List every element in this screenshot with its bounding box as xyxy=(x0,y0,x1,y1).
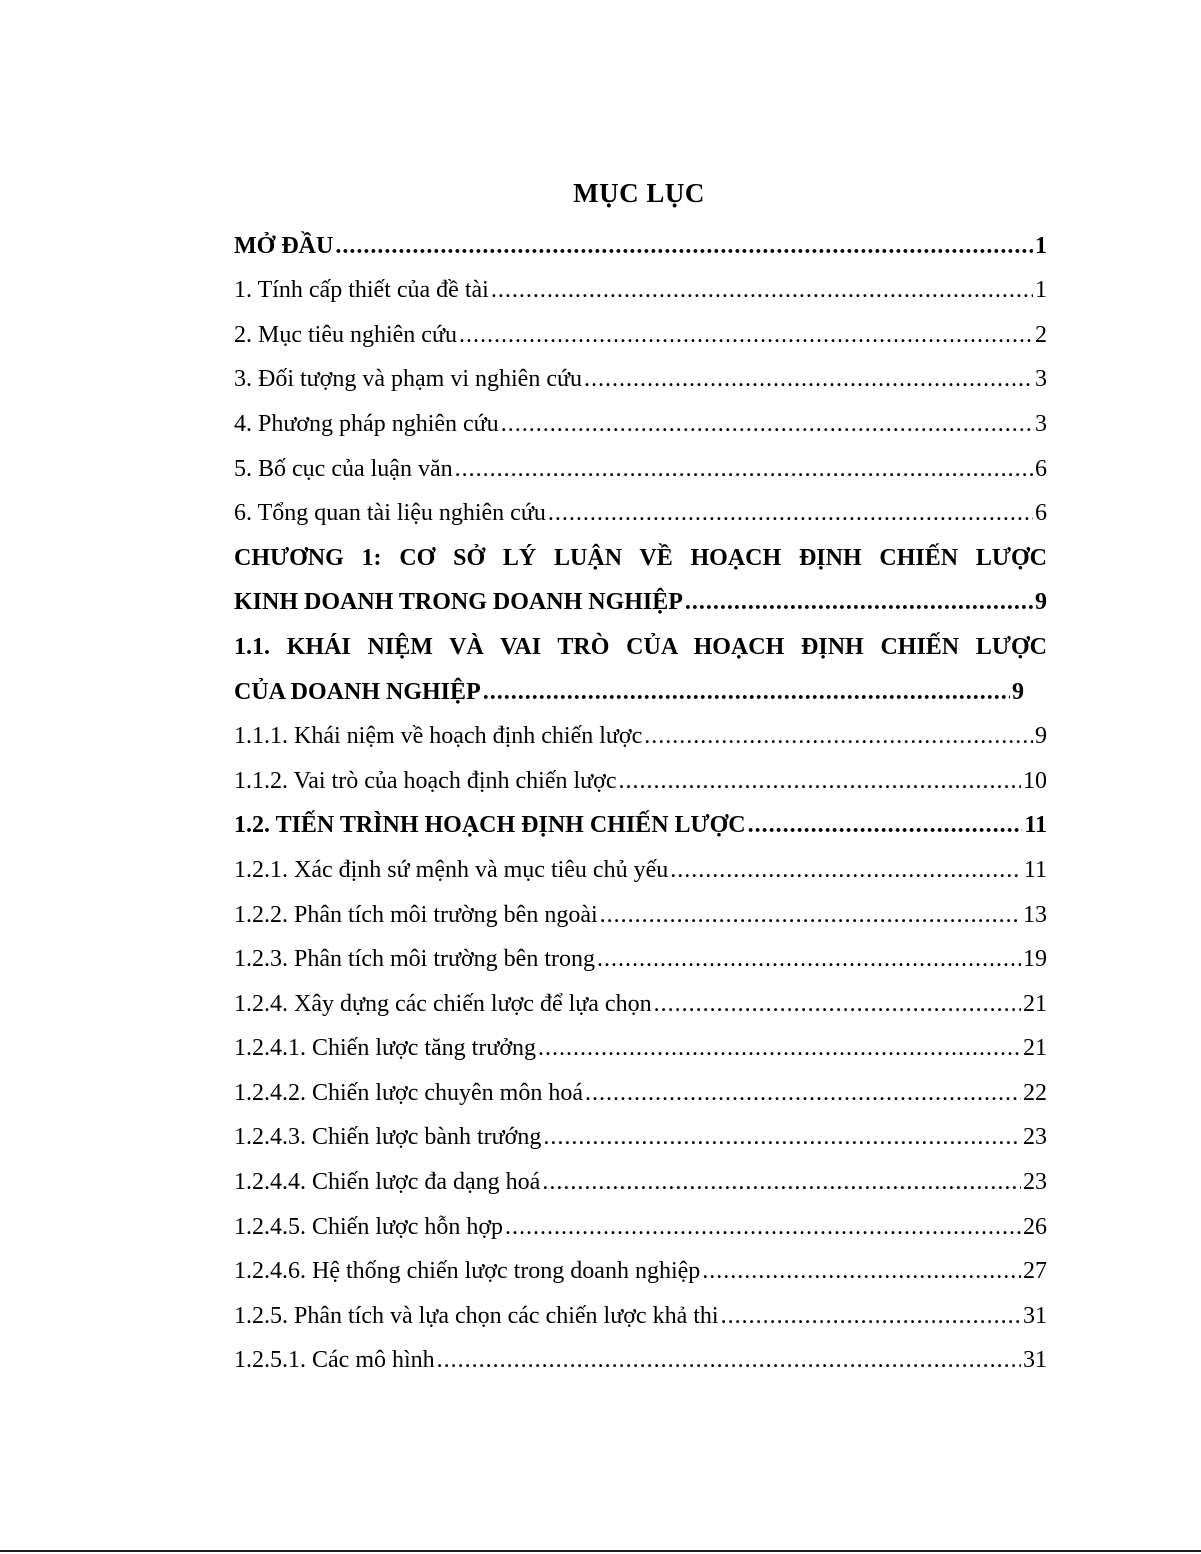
toc-dot-leader xyxy=(455,454,1033,484)
toc-page-number: 31 xyxy=(1023,1302,1047,1329)
toc-entry-label: 1.2.4.3. Chiến lược bành trướng xyxy=(234,1124,542,1151)
toc-dot-leader xyxy=(542,1167,1021,1197)
toc-page-number: 13 xyxy=(1023,901,1047,928)
toc-entry-label: 1.2.4.2. Chiến lược chuyên môn hoá xyxy=(234,1079,583,1106)
toc-dot-leader xyxy=(685,587,1033,617)
toc-page-number: 3 xyxy=(1035,366,1047,393)
toc-dot-leader xyxy=(654,989,1021,1019)
toc-page-number: 6 xyxy=(1035,455,1047,482)
toc-entry xyxy=(234,1200,1047,1245)
toc-page-number: 9 xyxy=(1012,678,1024,705)
toc-entry xyxy=(234,1155,1047,1200)
toc-dot-leader xyxy=(501,409,1033,439)
toc-dot-leader xyxy=(584,364,1033,394)
toc-entry-label: 1. Tính cấp thiết của đề tài xyxy=(234,277,489,304)
toc-entry xyxy=(234,933,1047,978)
toc-entry xyxy=(234,1022,1047,1067)
toc-page-number: 11 xyxy=(1023,856,1047,883)
toc-page-number: 10 xyxy=(1023,767,1047,794)
toc-entry xyxy=(234,1289,1047,1334)
toc-entry xyxy=(234,397,1047,442)
toc-entry-label: 2. Mục tiêu nghiên cứu xyxy=(234,321,457,348)
toc-entry xyxy=(234,487,1047,532)
toc-page-number: 19 xyxy=(1023,946,1047,973)
toc-page-number: 23 xyxy=(1023,1124,1047,1151)
toc-entry-label: CHƯƠNG 1: CƠ SỞ LÝ LUẬN VỀ HOẠCH ĐỊNH CHIẾN LƯỢC xyxy=(234,544,1047,571)
toc-entry xyxy=(234,1334,1047,1379)
toc-dot-leader xyxy=(600,900,1021,930)
toc-entry xyxy=(234,1245,1047,1290)
toc-dot-leader xyxy=(505,1212,1021,1242)
toc-entry-label: 6. Tổng quan tài liệu nghiên cứu xyxy=(234,500,546,527)
toc-entry-label: 1.2.1. Xác định sứ mệnh và mục tiêu chủ yếu xyxy=(234,856,669,883)
toc-entry-label: 1.2.3. Phân tích môi trường bên trong xyxy=(234,946,595,973)
toc-entry xyxy=(234,710,1047,755)
toc-dot-leader xyxy=(335,231,1033,261)
toc-page-number: 1 xyxy=(1035,232,1047,259)
toc-entry-label: 3. Đối tượng và phạm vi nghiên cứu xyxy=(234,366,582,393)
toc-entry-label: 1.2. TIẾN TRÌNH HOẠCH ĐỊNH CHIẾN LƯỢC xyxy=(234,812,746,839)
toc-page-number: 9 xyxy=(1035,723,1047,750)
toc-entry xyxy=(234,977,1047,1022)
toc-page-number: 11 xyxy=(1024,812,1047,839)
toc-page-number: 1 xyxy=(1035,277,1047,304)
toc-entry-label: 1.2.4.1. Chiến lược tăng trưởng xyxy=(234,1035,537,1062)
toc-page-number: 26 xyxy=(1023,1213,1047,1240)
toc-dot-leader xyxy=(538,1033,1021,1063)
toc-dot-leader xyxy=(543,1122,1021,1152)
toc-entry xyxy=(234,219,1047,264)
toc-dot-leader xyxy=(491,275,1033,305)
toc-dot-leader xyxy=(748,810,1023,840)
toc-entry xyxy=(234,531,1047,576)
page-title: MỤC LỤC xyxy=(573,178,705,208)
toc-entry xyxy=(234,264,1047,309)
toc-page-number: 27 xyxy=(1023,1258,1047,1285)
toc-dot-leader xyxy=(644,721,1033,751)
toc-page-number: 2 xyxy=(1035,321,1047,348)
toc-entry xyxy=(234,308,1047,353)
toc-entry-label: 4. Phương pháp nghiên cứu xyxy=(234,410,499,437)
toc-entry xyxy=(234,1111,1047,1156)
toc-dot-leader xyxy=(721,1301,1021,1331)
toc-entry xyxy=(234,843,1047,888)
toc-page-number: 23 xyxy=(1023,1169,1047,1196)
toc-dot-leader xyxy=(702,1256,1021,1286)
toc-page-number: 21 xyxy=(1023,990,1047,1017)
toc-entry xyxy=(234,888,1047,933)
toc-dot-leader xyxy=(483,677,1010,707)
toc-entry-label: 1.2.2. Phân tích môi trường bên ngoài xyxy=(234,901,598,928)
toc-page-number: 6 xyxy=(1035,500,1047,527)
toc-entry-label: 1.2.5.1. Các mô hình xyxy=(234,1347,435,1374)
toc-page-number: 3 xyxy=(1035,410,1047,437)
toc-entry xyxy=(234,754,1047,799)
toc-entry-label: 1.1.1. Khái niệm về hoạch định chiến lược xyxy=(234,723,643,750)
toc-dot-leader xyxy=(585,1078,1021,1108)
toc-entry-label: 1.2.4.5. Chiến lược hỗn hợp xyxy=(234,1213,504,1240)
toc-entry xyxy=(234,353,1047,398)
toc-entry xyxy=(234,620,1047,665)
toc-dot-leader xyxy=(437,1345,1021,1375)
toc-dot-leader xyxy=(597,944,1021,974)
toc-entry xyxy=(234,1066,1047,1111)
table-of-contents xyxy=(234,219,1047,1378)
toc-entry xyxy=(234,799,1047,844)
toc-entry-label: KINH DOANH TRONG DOANH NGHIỆP xyxy=(234,589,683,616)
page-bottom-edge xyxy=(0,1550,1201,1552)
toc-page-number: 22 xyxy=(1023,1079,1047,1106)
toc-page-number: 9 xyxy=(1035,589,1047,616)
toc-page-number: 31 xyxy=(1023,1347,1047,1374)
toc-entry-label: 1.1. KHÁI NIỆM VÀ VAI TRÒ CỦA HOẠCH ĐỊNH CHIẾN LƯỢC xyxy=(234,633,1047,660)
toc-entry-label: 1.2.4.4. Chiến lược đa dạng hoá xyxy=(234,1169,541,1196)
toc-dot-leader xyxy=(548,498,1033,528)
toc-entry xyxy=(234,576,1047,621)
toc-dot-leader xyxy=(459,320,1033,350)
toc-entry-label: 1.1.2. Vai trò của hoạch định chiến lược xyxy=(234,767,617,794)
toc-page-number: 21 xyxy=(1023,1035,1047,1062)
toc-dot-leader xyxy=(670,855,1022,885)
toc-entry-label: 5. Bố cục của luận văn xyxy=(234,455,453,482)
toc-entry xyxy=(234,442,1047,487)
toc-entry-label: 1.2.4.6. Hệ thống chiến lược trong doanh nghiệp xyxy=(234,1258,701,1285)
toc-entry-label: 1.2.4. Xây dựng các chiến lược để lựa chọn xyxy=(234,990,652,1017)
toc-entry xyxy=(234,665,1024,710)
toc-entry-label: 1.2.5. Phân tích và lựa chọn các chiến lược khả thi xyxy=(234,1302,719,1329)
toc-entry-label: MỞ ĐẦU xyxy=(234,232,334,259)
toc-entry-label: CỦA DOANH NGHIỆP xyxy=(234,678,481,705)
toc-dot-leader xyxy=(619,766,1022,796)
